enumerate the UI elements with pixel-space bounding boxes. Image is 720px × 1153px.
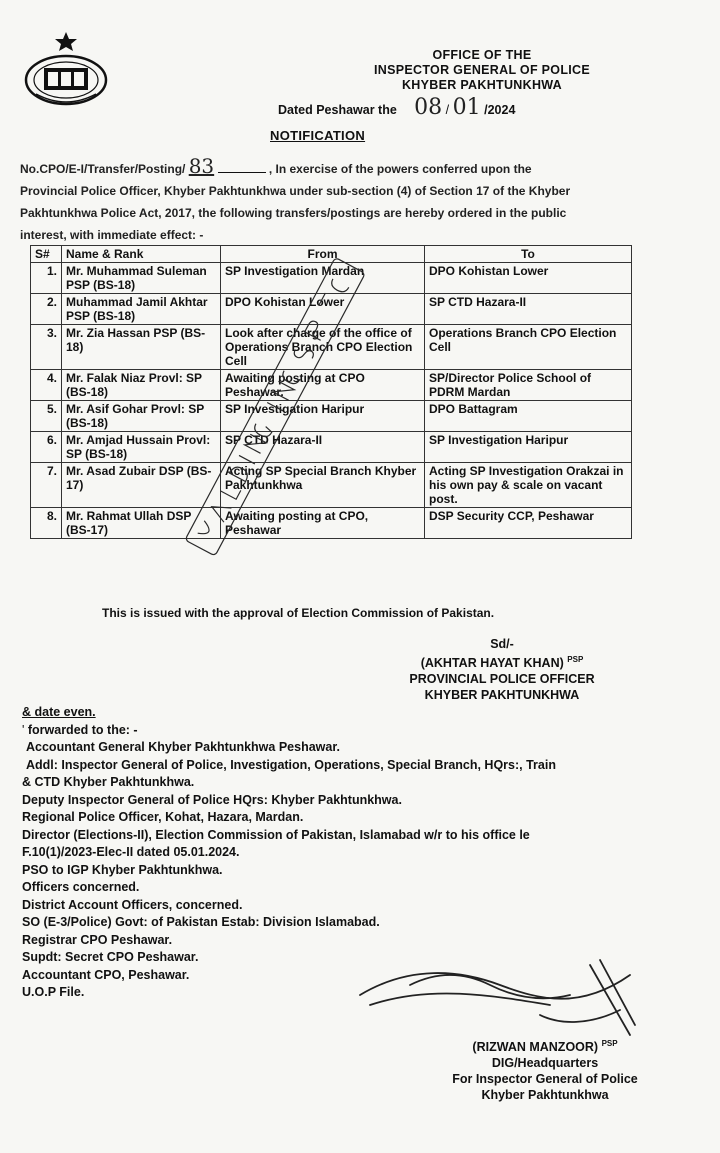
list-item: Registrar CPO Peshawar. <box>22 932 173 947</box>
row-name: Mr. Zia Hassan PSP (BS-18) <box>62 325 221 370</box>
row-sn: 5. <box>31 401 62 432</box>
signature-block-dig <box>425 1036 665 1103</box>
list-item: Supdt: Secret CPO Peshawar. <box>22 950 199 964</box>
row-to: Operations Branch CPO Election Cell <box>425 325 632 370</box>
signatory-suffix: PSP <box>601 1039 618 1048</box>
row-sn: 2. <box>31 294 62 325</box>
signatory-title-3: Khyber Pakhtunkhwa <box>481 1088 609 1103</box>
list-item: Regional Police Officer, Kohat, Hazara, Mardan. <box>22 810 304 824</box>
endorsement-forwarded: ' forwarded to the: - <box>22 722 138 737</box>
list-item: Director (Elections-II), Election Commission of Pakistan, Islamabad w/r to his office le <box>22 827 530 842</box>
row-name: Muhammad Jamil Akhtar PSP (BS-18) <box>62 294 221 325</box>
intro-line-4: interest, with immediate effect: - <box>20 228 204 242</box>
header-name-rank: Name & Rank <box>62 246 221 263</box>
signatory-name: (RIZWAN MANZOOR) <box>472 1040 599 1055</box>
signatory-title-1: PROVINCIAL POLICE OFFICER <box>409 672 595 687</box>
list-item: PSO to IGP Khyber Pakhtunkhwa. <box>22 862 223 877</box>
header-line-2: INSPECTOR GENERAL OF POLICE <box>374 63 590 77</box>
row-to: DSP Security CCP, Peshawar <box>425 508 632 539</box>
row-sn: 8. <box>31 508 62 539</box>
dated-line: Dated Peshawar the 08 / 01 /2024 <box>278 95 516 120</box>
header-line-3: KHYBER PAKHTUNKHWA <box>401 78 563 92</box>
row-from: Acting SP Special Branch Khyber Pakhtunkhwa <box>221 463 425 508</box>
dated-day: 08 <box>414 95 443 120</box>
notification-title: NOTIFICATION <box>270 128 366 143</box>
row-to: DPO Kohistan Lower <box>425 263 632 294</box>
intro-line-2: Provincial Police Officer, Khyber Pakhtunkhwa under sub-section (4) of Section 17 of the Khyber <box>20 184 571 198</box>
diagonal-stamp-icon <box>145 240 515 570</box>
row-to: SP/Director Police School of PDRM Mardan <box>425 370 632 401</box>
office-header <box>262 48 702 93</box>
header-to: To <box>425 246 632 263</box>
signatory-title-1: DIG/Headquarters <box>491 1056 599 1071</box>
list-item: & CTD Khyber Pakhtunkhwa. <box>22 775 195 789</box>
dated-month: 01 <box>452 95 481 120</box>
police-emblem-icon <box>20 30 112 108</box>
list-item: Officers concerned. <box>22 880 140 894</box>
row-from: Awaiting posting at CPO Peshawar. <box>221 370 425 401</box>
row-sn: 1. <box>31 263 62 294</box>
row-name: Mr. Muhammad Suleman PSP (BS-18) <box>62 263 221 294</box>
header-sn: S# <box>31 246 62 263</box>
row-name: Mr. Amjad Hussain Provl: SP (BS-18) <box>62 432 221 463</box>
signature-sd: Sd/- <box>490 637 514 651</box>
row-from: Awaiting posting at CPO, Peshawar <box>221 508 425 539</box>
row-sn: 6. <box>31 432 62 463</box>
list-item: Accountant General Khyber Pakhtunkhwa Peshawar. <box>26 740 340 754</box>
row-name: Mr. Falak Niaz Provl: SP (BS-18) <box>62 370 221 401</box>
dated-label: Dated Peshawar the <box>278 103 397 117</box>
issued-note: This is issued with the approval of Election Commission of Pakistan. <box>102 606 495 620</box>
row-from: DPO Kohistan Lower <box>221 294 425 325</box>
intro-line-3: Pakhtunkhwa Police Act, 2017, the following transfers/postings are hereby ordered in the public <box>20 206 567 220</box>
list-item: U.O.P File. <box>22 985 85 999</box>
list-item: Deputy Inspector General of Police HQrs: Khyber Pakhtunkhwa. <box>22 792 402 807</box>
row-name: Mr. Asif Gohar Provl: SP (BS-18) <box>62 401 221 432</box>
header-line-1: OFFICE OF THE <box>432 48 532 62</box>
intro-line-1: , In exercise of the powers conferred upon the <box>268 162 532 176</box>
row-from: SP Investigation Haripur <box>221 401 425 432</box>
row-to: SP Investigation Haripur <box>425 432 632 463</box>
row-name: Mr. Asad Zubair DSP (BS-17) <box>62 463 221 508</box>
row-sn: 7. <box>31 463 62 508</box>
row-from: SP Investigation Mardan <box>221 263 425 294</box>
reference-number: 83 <box>188 154 215 178</box>
reference-prefix: No.CPO/E-I/Transfer/Posting/ <box>20 162 186 176</box>
signatory-name: (AKHTAR HAYAT KHAN) <box>420 656 564 671</box>
row-from: SP CTD Hazara-II <box>221 432 425 463</box>
signature-block-ppo <box>362 636 642 703</box>
list-item: Addl: Inspector General of Police, Investigation, Operations, Special Branch, HQrs:, Train <box>26 757 556 772</box>
signatory-title-2: KHYBER PAKHTUNKHWA <box>424 688 580 703</box>
row-to: Acting SP Investigation Orakzai in his own pay & scale on vacant post. <box>425 463 632 508</box>
row-from: Look after charge of the office of Operations Branch CPO Election Cell <box>221 325 425 370</box>
list-item: Accountant CPO, Peshawar. <box>22 967 190 982</box>
endorsement-heading: & date even. <box>22 705 96 719</box>
row-to: SP CTD Hazara-II <box>425 294 632 325</box>
row-to: DPO Battagram <box>425 401 632 432</box>
row-sn: 3. <box>31 325 62 370</box>
row-name: Mr. Rahmat Ullah DSP (BS-17) <box>62 508 221 539</box>
handwritten-signature-icon <box>350 955 650 1045</box>
signatory-title-2: For Inspector General of Police <box>452 1072 638 1087</box>
header-from: From <box>221 246 425 263</box>
list-item: SO (E-3/Police) Govt: of Pakistan Estab: Division Islamabad. <box>22 915 380 929</box>
signatory-suffix: PSP <box>567 655 584 664</box>
list-item: F.10(1)/2023-Elec-II dated 05.01.2024. <box>22 845 240 859</box>
dated-year: /2024 <box>484 103 516 117</box>
list-item: District Account Officers, concerned. <box>22 897 243 912</box>
intro-paragraph <box>20 155 710 246</box>
row-sn: 4. <box>31 370 62 401</box>
